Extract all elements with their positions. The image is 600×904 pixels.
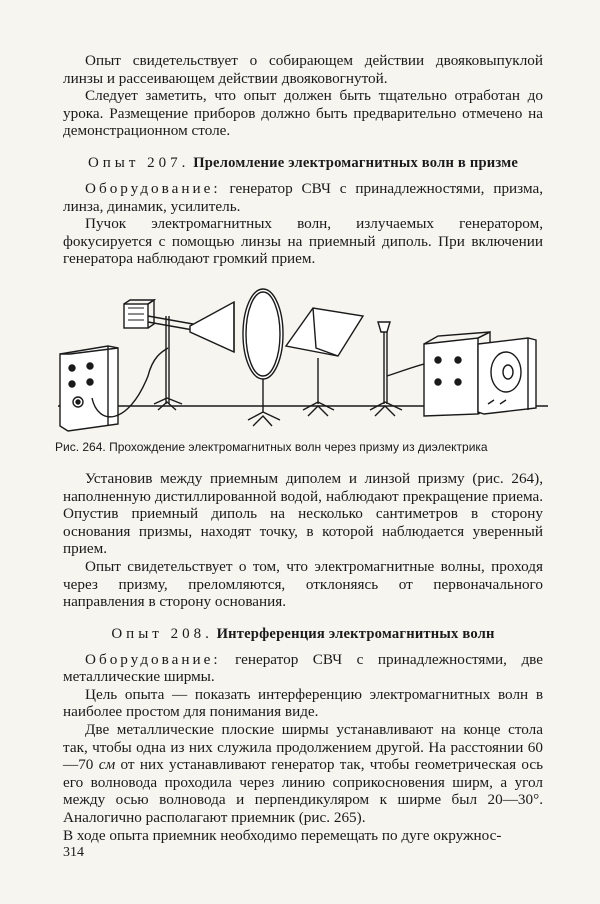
speaker-box [478,338,536,414]
equipment-paragraph [63,651,543,686]
experiment-207-heading [63,154,543,172]
generator-box [60,346,168,431]
figure-caption: Рис. 264. Прохождение электромагнитных волн через призму из диэлектрика [55,439,488,454]
experiment-label: Опыт 208. [111,625,213,642]
unit: см [98,756,116,774]
paragraph [63,721,543,827]
paragraph: Пучок электромагнитных волн, излучаемых генератором, фокусируется с помощью линзы на приемный диполь. При включении генератора наблюдают громкий прием. [63,215,543,268]
paragraph-text: Две металлические плоские ширмы устанавливают на конце стола так, чтобы одна из них служила продолжением другой. На расстоянии 60—70 [63,721,543,774]
prism [286,308,363,416]
figure-264 [58,286,548,436]
paragraph: Цель опыта — показать интерференцию электромагнитных волн в наиболее простом для понимания виде. [63,685,543,721]
prism-experiment-illustration [58,286,548,436]
page-body [55,52,544,844]
paragraph-text: от них устанавливают генератор так, чтобы геометрическая ось его волновода проходила через линию соприкосновения ширм, а угол между осью волновода и перпендикуляром к ширме был 20—30°. Аналогично располагают приемник (рис. 265). [63,756,544,827]
paragraph: Установив между приемным диполем и линзой призму (рис. 264), наполненную дистиллированной водой, наблюдают прекращение приема. Опустив приемный диполь на несколько сантиметров в сторону основания призмы, находят точку, в которой наблюдается уверенный прием. [63,469,543,558]
experiment-title: Интерференция электромагнитных волн [216,625,495,642]
experiment-title: Преломление электромагнитных волн в призме [193,154,519,171]
paragraph: В ходе опыта приемник необходимо перемещать по дуге окружнос- [63,826,502,844]
horn-antenna [190,302,234,352]
equipment-list: генератор СВЧ с принадлежностями, две металлические ширмы. [63,650,543,686]
equipment-label: Оборудование: [85,179,221,197]
paragraph: Следует заметить, что опыт должен быть тщательно отработан до урока. Размещение приборов должно быть предварительно отмечено на демонстрационном столе. [63,87,543,140]
paragraph: Опыт свидетельствует о собирающем действии двояковыпуклой линзы и рассеивающем действии двояковогнутой. [63,52,543,87]
paragraph: Опыт свидетельствует о том, что электромагнитные волны, проходя через призму, преломляются, отклоняясь от первоначального направления в сторону основания. [63,557,543,611]
equipment-paragraph [63,180,543,215]
equipment-label: Оборудование: [85,650,221,668]
experiment-label: Опыт 207. [87,154,190,171]
equipment-list: генератор СВЧ с принадлежностями, призма, линза, динамик, усилитель. [63,179,543,215]
experiment-208-heading [63,625,543,643]
page-number: 314 [63,845,84,860]
